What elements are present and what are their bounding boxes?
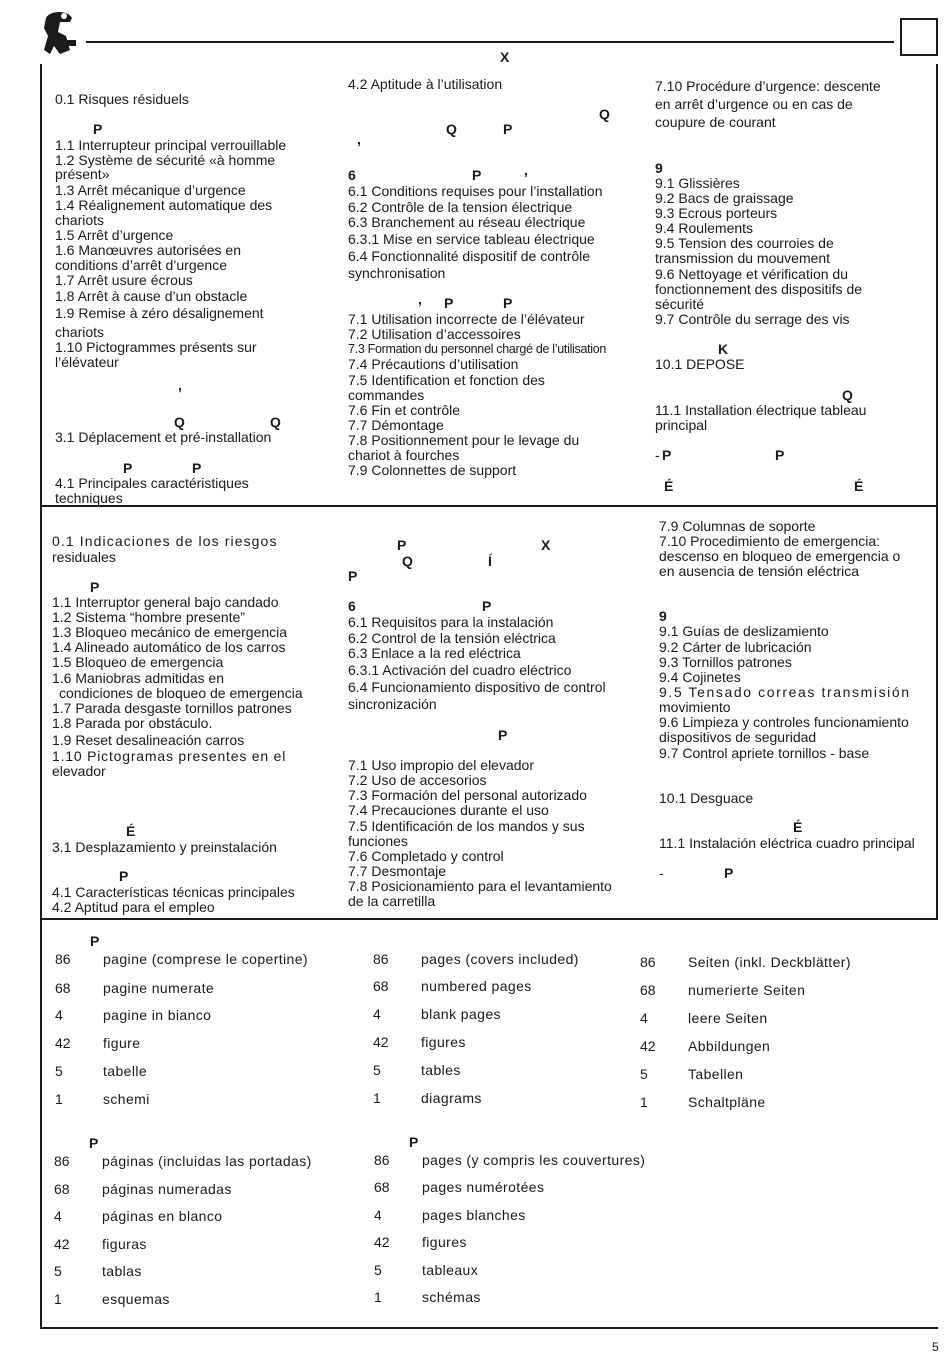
count-number: 5	[374, 1262, 382, 1278]
toc-entry: 7.9 Columnas de soporte	[659, 518, 816, 534]
toc-entry: 1.7 Arrêt usure écrous	[55, 272, 193, 288]
toc-entry: conditions d’arrêt d’urgence	[55, 257, 227, 273]
toc-entry: 7.6 Fin et contrôle	[348, 402, 461, 418]
toc-entry: 7.8 Posicionamiento para el levantamiento	[348, 878, 612, 894]
divider-fr-es	[40, 505, 938, 507]
toc-entry: 3.1 Desplazamiento y preinstalación	[52, 839, 277, 855]
section-heading-fragment: ,	[178, 377, 182, 393]
toc-entry: 10.1 Desguace	[659, 790, 754, 806]
toc-entry: 7.7 Desmontaje	[348, 863, 447, 879]
count-number: 5	[55, 1063, 63, 1079]
toc-entry: 10.1 DEPOSE	[655, 356, 745, 372]
count-label: tableaux	[422, 1262, 479, 1278]
count-number: 4	[640, 1010, 648, 1026]
toc-entry: 9.2 Bacs de graissage	[655, 190, 794, 206]
section-heading-fragment: P	[397, 537, 407, 553]
count-number: 68	[54, 1181, 70, 1197]
count-number: 42	[640, 1038, 656, 1054]
toc-entry: chariots	[55, 324, 105, 340]
section-heading-fragment: Q	[446, 121, 457, 137]
section-heading-fragment: P	[123, 460, 133, 476]
section-heading-fragment: K	[718, 341, 729, 357]
toc-entry: 7.7 Démontage	[348, 417, 444, 433]
toc-entry: 6.4 Funcionamiento dispositivo de control	[348, 679, 606, 695]
count-label: tabelle	[103, 1063, 148, 1079]
count-number: 1	[55, 1091, 63, 1107]
toc-entry: 9.3 Tornillos patrones	[659, 654, 792, 670]
count-number: 1	[373, 1090, 381, 1106]
toc-entry: sincronización	[348, 696, 437, 712]
toc-entry: 7.5 Identification et fonction des	[348, 372, 545, 388]
toc-entry: movimiento	[659, 699, 731, 715]
brand-logo-icon	[40, 10, 80, 58]
count-number: 42	[374, 1234, 390, 1250]
toc-entry: 9.1 Guías de deslizamiento	[659, 623, 829, 639]
toc-entry: 6.2 Contrôle de la tension électrique	[348, 199, 573, 215]
section-heading-fragment: É	[793, 819, 803, 835]
section-heading-fragment: É	[126, 823, 136, 839]
count-number: 68	[55, 980, 71, 996]
toc-entry: 1.2 Sistema “hombre presente”	[52, 609, 245, 625]
count-label: páginas (incluidas las portadas)	[102, 1153, 312, 1169]
count-number: 68	[374, 1179, 390, 1195]
section-heading-fragment: P	[503, 295, 513, 311]
section-heading-fragment: ,	[524, 162, 528, 178]
count-number: 4	[373, 1006, 381, 1022]
count-number: 5	[640, 1066, 648, 1082]
toc-entry: 1.4 Réalignement automatique des	[55, 197, 273, 213]
count-label: numerierte Seiten	[688, 982, 806, 998]
count-number: 86	[373, 951, 389, 967]
toc-entry: 6.1 Requisitos para la instalación	[348, 614, 554, 630]
toc-entry: 9.5 Tension des courroies de	[655, 235, 834, 251]
count-label: blank pages	[421, 1006, 501, 1022]
toc-entry: 7.1 Utilisation incorrecte de l’élévateur	[348, 311, 585, 327]
section-heading-fragment: Q	[599, 106, 610, 122]
section-heading-fragment: Q	[270, 414, 281, 430]
toc-entry: 1.5 Arrêt d’urgence	[55, 227, 174, 243]
count-block-heading: P	[89, 1135, 99, 1151]
count-block-heading: P	[409, 1134, 419, 1150]
count-label: pages numérotées	[422, 1179, 545, 1195]
count-label: Seiten (inkl. Deckblätter)	[688, 954, 851, 970]
count-number: 68	[640, 982, 656, 998]
section-title-x: X	[500, 49, 510, 65]
section-heading-fragment: P	[503, 121, 513, 137]
toc-entry: chariot à fourches	[348, 447, 460, 463]
divider-es-counts	[40, 918, 938, 920]
toc-entry: residuales	[52, 549, 116, 565]
count-number: 1	[374, 1289, 382, 1305]
toc-entry: 4.2 Aptitud para el empleo	[52, 899, 215, 915]
section-heading-fragment: P	[90, 579, 100, 595]
toc-entry: 6.2 Control de la tensión eléctrica	[348, 630, 556, 646]
toc-entry: 9.4 Cojinetes	[659, 669, 741, 685]
section-heading-fragment: P	[662, 447, 672, 463]
toc-entry: 7.1 Uso impropio del elevador	[348, 757, 534, 773]
count-number: 86	[54, 1153, 70, 1169]
page-number: 5	[932, 1340, 939, 1354]
section-heading-fragment: Q	[842, 387, 853, 403]
toc-entry: 1.7 Parada desgaste tornillos patrones	[52, 700, 292, 716]
count-number: 42	[54, 1236, 70, 1252]
toc-entry: sécurité	[655, 296, 705, 312]
toc-entry: en ausencia de tensión eléctrica	[659, 563, 860, 579]
count-label: pagine in bianco	[103, 1007, 212, 1023]
toc-entry: 6.3 Enlace a la red eléctrica	[348, 645, 521, 661]
toc-entry: présent»	[55, 166, 110, 182]
section-heading-fragment: Í	[488, 553, 492, 569]
toc-entry: synchronisation	[348, 265, 446, 281]
toc-entry: 1.6 Manœuvres autorisées en	[55, 242, 241, 258]
count-number: 68	[373, 978, 389, 994]
count-label: Abbildungen	[688, 1038, 771, 1054]
toc-entry: descenso en bloqueo de emergencia o	[659, 548, 901, 564]
toc-entry: 11.1 Instalación eléctrica cuadro principal	[659, 835, 915, 851]
count-label: figure	[103, 1035, 141, 1051]
toc-entry: 0.1 Indicaciones de los riesgos	[52, 533, 278, 549]
count-number: 4	[54, 1208, 62, 1224]
toc-entry: 7.4 Precauciones durante el uso	[348, 802, 549, 818]
toc-entry: 7.2 Uso de accesorios	[348, 772, 487, 788]
count-number: 86	[55, 951, 71, 967]
section-heading-fragment: X	[541, 537, 551, 553]
section-heading-fragment: P	[119, 868, 129, 884]
count-number: 42	[55, 1035, 71, 1051]
count-label: tablas	[102, 1263, 142, 1279]
toc-entry: 9.7 Contrôle du serrage des vis	[655, 311, 850, 327]
toc-entry: 1.9 Remise à zéro désalignement	[55, 305, 264, 321]
toc-entry: elevador	[52, 763, 106, 779]
toc-entry: 9.6 Limpieza y controles funcionamiento	[659, 714, 909, 730]
toc-entry: 7.3 Formation du personnel chargé de l’utilisation	[348, 342, 607, 356]
header-rule	[86, 41, 894, 43]
section-heading-fragment: Q	[174, 414, 185, 430]
toc-entry: fonctionnement des dispositifs de	[655, 281, 863, 297]
toc-entry: 1.1 Interruptor general bajo candado	[52, 594, 279, 610]
count-number: 5	[54, 1263, 62, 1279]
count-label: tables	[421, 1062, 461, 1078]
count-label: pages (y compris les couvertures)	[422, 1152, 646, 1168]
count-number: 1	[54, 1291, 62, 1307]
toc-entry: dispositivos de seguridad	[659, 729, 817, 745]
section-heading-fragment: P	[498, 727, 508, 743]
section-heading-fragment: É	[664, 478, 674, 494]
toc-entry: 1.3 Bloqueo mecánico de emergencia	[52, 624, 288, 640]
frame-bottom	[40, 1327, 938, 1329]
toc-entry: 1.8 Parada por obstáculo.	[52, 715, 213, 731]
section-heading-fragment: 6	[348, 167, 356, 183]
count-number: 86	[640, 954, 656, 970]
toc-entry: coupure de courant	[655, 114, 776, 130]
toc-entry: 1.9 Reset desalineación carros	[52, 732, 245, 748]
section-heading-fragment: É	[854, 478, 864, 494]
count-label: Tabellen	[688, 1066, 744, 1082]
count-number: 42	[373, 1034, 389, 1050]
section-heading-fragment: P	[472, 167, 482, 183]
toc-entry: 7.4 Précautions d’utilisation	[348, 356, 519, 372]
toc-entry: 1.10 Pictogramas presentes en el	[52, 748, 287, 764]
count-block-heading: P	[90, 933, 100, 949]
toc-entry: 1.6 Maniobras admitidas en	[52, 670, 224, 686]
section-heading-fragment: P	[724, 865, 734, 881]
count-label: pagine (comprese le copertine)	[103, 951, 308, 967]
toc-entry: 7.5 Identificación de los mandos y sus	[348, 818, 585, 834]
toc-entry: 7.3 Formación del personal autorizado	[348, 787, 587, 803]
toc-entry: commandes	[348, 387, 425, 403]
section-heading-fragment: ,	[418, 291, 422, 307]
count-label: leere Seiten	[688, 1010, 768, 1026]
toc-entry: principal	[655, 417, 708, 433]
toc-entry: 1.8 Arrêt à cause d’un obstacle	[55, 288, 248, 304]
count-label: schemi	[103, 1091, 150, 1107]
toc-entry: 6.3.1 Activación del cuadro eléctrico	[348, 662, 572, 678]
toc-entry: 6.3 Branchement au réseau électrique	[348, 214, 586, 230]
frame-right	[936, 64, 938, 920]
count-label: páginas numeradas	[102, 1181, 232, 1197]
section-heading-fragment: P	[192, 460, 202, 476]
toc-entry: en arrêt d’urgence ou en cas de	[655, 96, 853, 112]
count-number: 1	[640, 1094, 648, 1110]
toc-entry: funciones	[348, 833, 408, 849]
toc-entry: 7.2 Utilisation d’accessoires	[348, 326, 521, 342]
toc-entry: 9.2 Cárter de lubricación	[659, 639, 812, 655]
toc-entry: 11.1 Installation électrique tableau	[655, 402, 867, 418]
section-heading-fragment: P	[775, 447, 785, 463]
toc-entry: condiciones de bloqueo de emergencia	[59, 685, 303, 701]
section-heading-fragment: P	[444, 295, 454, 311]
toc-entry: 7.6 Completado y control	[348, 848, 504, 864]
count-label: esquemas	[102, 1291, 170, 1307]
toc-entry: 1.3 Arrêt mécanique d’urgence	[55, 182, 246, 198]
count-label: figures	[422, 1234, 467, 1250]
toc-entry: techniques	[55, 490, 123, 506]
toc-entry: 7.9 Colonnettes de support	[348, 462, 517, 478]
toc-entry: 3.1 Déplacement et pré-installation	[55, 429, 272, 445]
toc-entry: 6.4 Fonctionnalité dispositif de contrôle	[348, 248, 591, 264]
count-label: figures	[421, 1034, 466, 1050]
toc-entry: de la carretilla	[348, 893, 436, 909]
toc-entry: 4.2 Aptitude à l’utilisation	[348, 76, 503, 92]
count-label: diagrams	[421, 1090, 482, 1106]
section-heading-fragment: 9	[655, 160, 663, 176]
toc-entry: 1.4 Alineado automático de los carros	[52, 639, 286, 655]
section-heading-fragment: P	[93, 121, 103, 137]
toc-entry: 7.10 Procedimiento de emergencia:	[659, 533, 881, 549]
section-heading-fragment: P	[348, 568, 358, 584]
count-number: 86	[374, 1152, 390, 1168]
count-label: schémas	[422, 1289, 481, 1305]
section-heading-fragment: ,	[357, 131, 361, 147]
toc-entry: 9.5 Tensado correas transmisión	[659, 684, 911, 700]
count-label: Schaltpläne	[688, 1094, 766, 1110]
toc-entry: 1.2 Système de sécurité «à homme	[55, 152, 276, 168]
count-label: figuras	[102, 1236, 147, 1252]
toc-entry: 9.6 Nettoyage et vérification du	[655, 266, 849, 282]
toc-entry: 1.5 Bloqueo de emergencia	[52, 654, 224, 670]
toc-entry: transmission du mouvement	[655, 250, 831, 266]
count-number: 4	[55, 1007, 63, 1023]
toc-entry: 9.1 Glissières	[655, 175, 740, 191]
count-label: páginas en blanco	[102, 1208, 223, 1224]
toc-entry: 0.1 Risques résiduels	[55, 91, 189, 107]
section-heading-fragment: Q	[402, 553, 413, 569]
toc-entry: 9.4 Roulements	[655, 220, 754, 236]
toc-entry: 4.1 Principales caractéristiques	[55, 475, 249, 491]
count-label: pagine numerate	[103, 980, 215, 996]
toc-entry: chariots	[55, 212, 105, 228]
toc-entry: 7.8 Positionnement pour le levage du	[348, 432, 580, 448]
count-label: numbered pages	[421, 978, 532, 994]
toc-entry: -	[655, 447, 660, 463]
toc-entry: l’élévateur	[55, 354, 119, 370]
toc-entry: 9.7 Control apriete tornillos - base	[659, 745, 870, 761]
toc-entry: 6.3.1 Mise en service tableau électrique	[348, 231, 595, 247]
toc-entry: 1.1 Interrupteur principal verrouillable	[55, 137, 287, 153]
count-number: 4	[374, 1207, 382, 1223]
toc-entry: 6.1 Conditions requises pour l’installation	[348, 183, 603, 199]
count-label: pages blanches	[422, 1207, 526, 1223]
section-heading-fragment: 9	[659, 608, 667, 624]
toc-entry: 7.10 Procédure d’urgence: descente	[655, 78, 881, 94]
section-heading-fragment: P	[482, 598, 492, 614]
header-corner-box	[900, 18, 938, 56]
toc-entry: 4.1 Características técnicas principales	[52, 884, 295, 900]
count-label: pages (covers included)	[421, 951, 579, 967]
section-heading-fragment: 6	[348, 598, 356, 614]
toc-entry: 1.10 Pictogrammes présents sur	[55, 339, 257, 355]
toc-entry: -	[659, 865, 664, 881]
count-number: 5	[373, 1062, 381, 1078]
frame-left	[40, 64, 42, 1329]
toc-entry: 9.3 Ecrous porteurs	[655, 205, 778, 221]
